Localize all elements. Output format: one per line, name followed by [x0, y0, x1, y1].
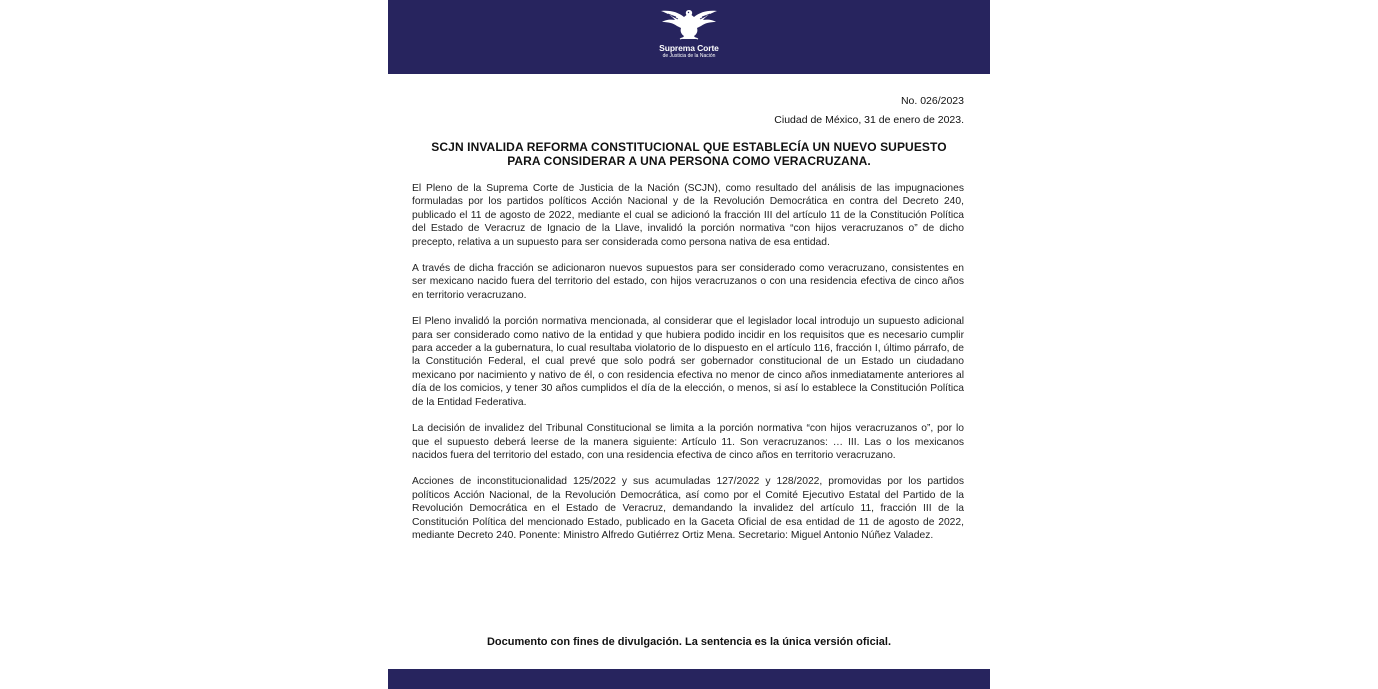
paragraph: La decisión de invalidez del Tribunal Constitucional se limita a la porción normativa “con hijos veracruzanos o”, por lo que el supuesto deberá leerse de la manera siguiente: Artículo 11. Son veracruzanos: … III. Las o los mexicanos nacidos fuera del territorio del estado, con una residencia efectiva de cinco años en territorio veracruzano. [412, 423, 964, 461]
header-band [388, 0, 990, 74]
paragraph: El Pleno invalidó la porción normativa mencionada, al considerar que el legislador local introdujo un supuesto adicional para ser considerado como nativo de la entidad y que hubiera podido incidir en los requisitos que es necesario cumplir para acceder a la gubernatura, lo cual resultaba violatorio de lo dispuesto en el artículo 116, fracción I, último párrafo, de la Constitución Federal, el cual prevé que solo podrá ser gobernador constitucional de un Estado un ciudadano mexicano por nacimiento y nativo de él, o con residencia efectiva no menor de cinco años inmediatamente anteriores al día de los comicios, y tener 30 años cumplidos el día de la elección, o menos, si así lo establece la Constitución Política de la Entidad Federativa. [412, 316, 964, 408]
disclaimer: Documento con fines de divulgación. La sentencia es la única versión oficial. [486, 636, 892, 648]
footer-band [388, 669, 990, 689]
headline-line-2: PARA CONSIDERAR A UNA PERSONA COMO VERACRUZANA. [507, 154, 871, 168]
document-number: No. 026/2023 [900, 95, 964, 107]
headline-line-1: SCJN INVALIDA REFORMA CONSTITUCIONAL QUE ESTABLECÍA UN NUEVO SUPUESTO [431, 140, 947, 154]
paragraph: A través de dicha fracción se adicionaron nuevos supuestos para ser considerado como veracruzano, consistentes en ser mexicano nacido fuera del territorio del estado, con hijos veracruzanos o con una residencia efectiva de cinco años en territorio veracruzano. [412, 263, 964, 301]
place-date: Ciudad de México, 31 de enero de 2023. [774, 114, 964, 126]
logo-title: Suprema Corte [659, 43, 719, 53]
headline [412, 140, 966, 168]
scjn-logo [644, 6, 734, 66]
logo-subtitle: de Justicia de la Nación [662, 53, 716, 59]
paragraph: El Pleno de la Suprema Corte de Justicia de la Nación (SCJN), como resultado del análisis de las impugnaciones formuladas por los partidos políticos Acción Nacional y de la Revolución Democrática en contra del Decreto 240, publicado el 11 de agosto de 2022, mediante el cual se adicionó la fracción III del artículo 11 de la Constitución Política del Estado de Veracruz de Ignacio de la Llave, invalidó la porción normativa “con hijos veracruzanos o” de dicho precepto, relativa a un supuesto para ser considerada como persona nativa de esa entidad. [412, 183, 964, 248]
paragraph: Acciones de inconstitucionalidad 125/2022 y sus acumuladas 127/2022 y 128/2022, promovidas por los partidos políticos Acción Nacional, de la Revolución Democrática, así como por el Comité Ejecutivo Estatal del Partido de la Revolución Democrática en el Estado de Veracruz, demandando la invalidez del artículo 11, fracción III de la Constitución Política del mencionado Estado, publicado en la Gaceta Oficial de esa entidad de 11 de agosto de 2022, mediante Decreto 240. Ponente: Ministro Alfredo Gutiérrez Ortiz Mena. Secretario: Miguel Antonio Núñez Valadez. [412, 476, 964, 541]
document-page [388, 0, 990, 689]
eagle-emblem-icon [658, 6, 720, 42]
body-text [412, 182, 964, 555]
